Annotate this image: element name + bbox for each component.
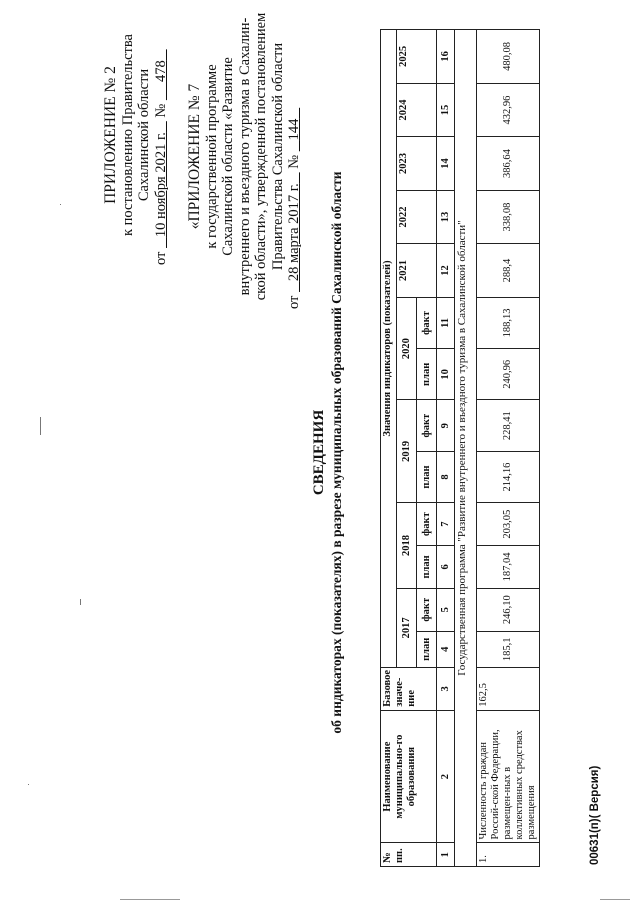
header-year: 2018	[397, 503, 417, 589]
column-number: 3	[437, 667, 455, 710]
from-label: от	[286, 295, 302, 309]
appendix-number: 478	[152, 60, 169, 82]
appendix-line: к постановлению Правительства	[119, 34, 136, 236]
column-number: 5	[437, 588, 455, 631]
document-subtitle: об индикаторах (показателях) в разрезе муниципальных образований Сахалинской области	[329, 171, 344, 734]
from-label: от	[152, 251, 169, 265]
appendix-line: к государственной программе	[203, 64, 220, 249]
appendix-date-line	[153, 5, 170, 265]
header-year: 2025	[397, 30, 437, 84]
appendix-line: внутреннего и въездного туризма в Сахалин-	[236, 17, 253, 296]
column-number: 14	[437, 137, 455, 191]
value-cell: 240,96	[477, 349, 540, 400]
value-cell: 228,41	[477, 400, 540, 451]
column-number: 4	[437, 631, 455, 667]
scan-mark	[40, 417, 41, 435]
column-number: 11	[437, 297, 455, 348]
value-cell: 214,16	[477, 451, 540, 502]
value-cell: 187,04	[477, 546, 540, 589]
row-number: 1.	[477, 843, 540, 867]
number-label: №	[152, 103, 169, 118]
header-plan: план	[417, 546, 437, 589]
original-date-line	[286, 4, 303, 309]
scan-mark	[60, 204, 61, 205]
column-number: 1	[437, 843, 455, 867]
original-number: 144	[286, 118, 302, 141]
column-number: 13	[437, 190, 455, 244]
value-cell: 185,1	[477, 631, 540, 667]
header-fact: факт	[417, 503, 437, 546]
row-name: Численность граждан Россий-ской Федерации, размещен-ных в коллективных средствах размещения	[477, 710, 540, 843]
value-cell: 432,96	[477, 83, 540, 137]
value-cell: 203,05	[477, 503, 540, 546]
indicators-table	[380, 29, 540, 867]
column-number: 8	[437, 451, 455, 502]
header-year: 2020	[397, 297, 417, 400]
value-cell: 338,08	[477, 190, 540, 244]
column-number: 16	[437, 30, 455, 84]
header-plan: план	[417, 451, 437, 502]
value-cell: 288,4	[477, 244, 540, 298]
column-number: 15	[437, 83, 455, 137]
program-row: Государственная программа "Развитие внутреннего и въездного туризма в Сахалинской области"	[455, 30, 477, 867]
header-year: 2023	[397, 137, 437, 191]
original-appendix-block	[187, 4, 303, 309]
appendix-line: Сахалинской области	[136, 68, 152, 202]
value-cell: 188,13	[477, 297, 540, 348]
header-fact: факт	[417, 588, 437, 631]
original-appendix-title: «ПРИЛОЖЕНИЕ № 7	[186, 83, 203, 230]
header-no: № пп.	[381, 843, 437, 867]
scan-mark	[28, 784, 29, 785]
header-year: 2021	[397, 244, 437, 298]
original-date: 28 марта 2017 г.	[286, 183, 302, 282]
header-plan: план	[417, 631, 437, 667]
row-base: 162,5	[477, 667, 540, 710]
value-cell: 386,64	[477, 137, 540, 191]
scan-mark	[120, 899, 180, 900]
column-number: 9	[437, 400, 455, 451]
document-title: СВЕДЕНИЯ	[311, 409, 327, 496]
column-number: 12	[437, 244, 455, 298]
value-cell: 246,10	[477, 588, 540, 631]
column-number: 10	[437, 349, 455, 400]
header-values: Значения индикаторов (показателей)	[381, 30, 397, 668]
table-row	[477, 30, 540, 867]
appendix-date: 10 ноября 2021 г.	[152, 132, 169, 238]
header-year: 2017	[397, 588, 417, 667]
header-name: Наименование муниципально-го образования	[381, 710, 437, 843]
appendix-header	[103, 5, 169, 265]
document-code: 00631(п)( Версия)	[589, 765, 601, 865]
header-fact: факт	[417, 400, 437, 451]
appendix-line: Правительства Сахалинской области	[269, 42, 286, 271]
header-base: Базовое значе-ние	[381, 667, 437, 710]
number-label: №	[286, 154, 302, 169]
header-year: 2022	[397, 190, 437, 244]
column-number: 6	[437, 546, 455, 589]
scan-mark	[600, 899, 630, 900]
header-plan: план	[417, 349, 437, 400]
appendix-line: ской области», утвержденной постановлением	[253, 12, 269, 301]
appendix-title: ПРИЛОЖЕНИЕ № 2	[102, 66, 119, 204]
column-number: 7	[437, 503, 455, 546]
appendix-line: Сахалинской области «Развитие	[220, 57, 236, 256]
value-cell: 480,08	[477, 30, 540, 84]
header-year: 2019	[397, 400, 417, 503]
header-year: 2024	[397, 83, 437, 137]
scan-mark	[80, 599, 81, 605]
header-fact: факт	[417, 297, 437, 348]
column-number: 2	[437, 710, 455, 843]
